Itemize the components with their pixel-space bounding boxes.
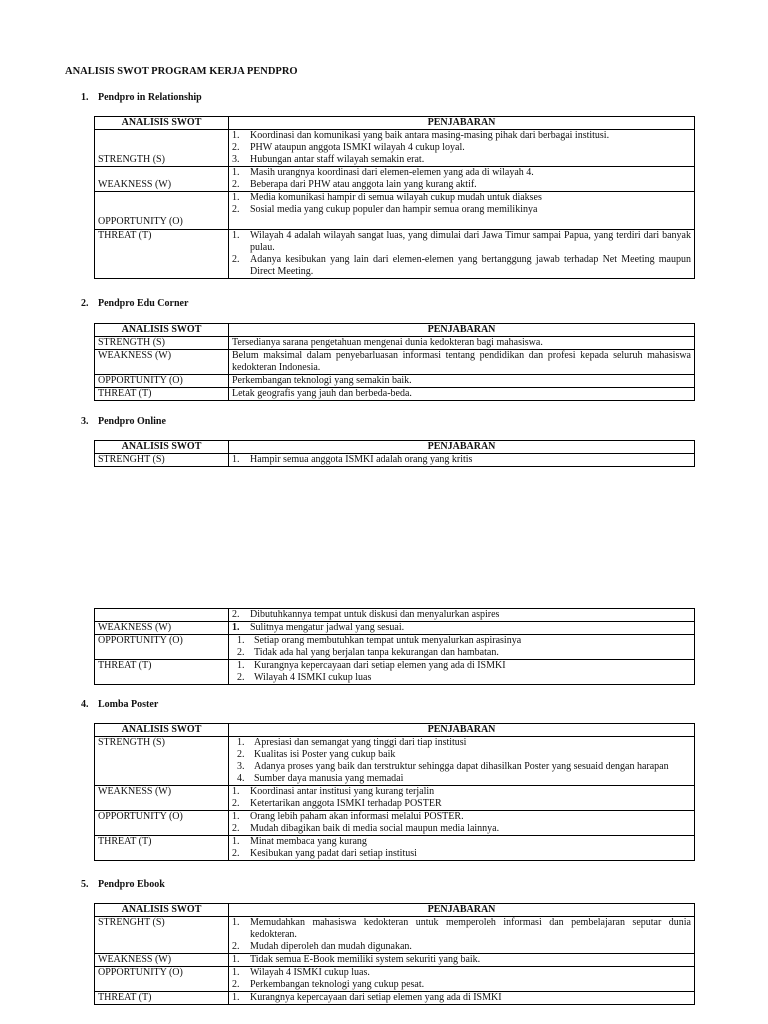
header-penjabaran: PENJABARAN: [229, 117, 695, 130]
table-row: [95, 130, 695, 167]
table-row: [95, 811, 695, 836]
table-header-row: [95, 117, 695, 130]
list-item: 1. Koordinasi dan komunikasi yang baik antara masing-masing pihak dari berbagai institusi.: [232, 130, 691, 142]
row-label: [95, 609, 229, 622]
item-list: [232, 811, 691, 835]
row-label: OPPORTUNITY (O): [95, 192, 229, 230]
list-item: 2. Kualitas isi Poster yang cukup baik: [232, 749, 691, 761]
list-item: 1. Tidak semua E-Book memiliki system sekuriti yang baik.: [232, 954, 691, 966]
row-content: [229, 230, 695, 279]
row-content: [229, 917, 695, 954]
row-label: THREAT (T): [95, 992, 229, 1005]
table-row: [95, 967, 695, 992]
row-label: WEAKNESS (W): [95, 167, 229, 192]
table-row: [95, 609, 695, 622]
table-header-row: [95, 904, 695, 917]
item-list: [232, 130, 691, 166]
row-label: WEAKNESS (W): [95, 350, 229, 375]
document-title: ANALISIS SWOT PROGRAM KERJA PENDPRO: [65, 66, 298, 77]
list-item: 1. Hampir semua anggota ISMKI adalah orang yang kritis: [232, 454, 691, 466]
section-number: 3.: [81, 416, 89, 427]
swot-table-4: [94, 723, 695, 861]
row-content: [229, 836, 695, 861]
table-row: [95, 786, 695, 811]
item-list: [232, 609, 691, 621]
header-penjabaran: PENJABARAN: [229, 324, 695, 337]
row-content: Belum maksimal dalam penyebarluasan informasi tentang pendidikan dan profesi kepada seluruh mahasiswa kedokteran Indonesia.: [229, 350, 695, 375]
table-header-row: [95, 724, 695, 737]
section-4-title: [81, 699, 158, 710]
list-item: 3. Hubungan antar staff wilayah semakin erat.: [232, 154, 691, 166]
row-content: [229, 660, 695, 685]
list-item: 1. Kurangnya kepercayaan dari setiap elemen yang ada di ISMKI: [232, 660, 691, 672]
item-list: [232, 167, 691, 191]
row-content: [229, 454, 695, 467]
row-label: STRENGTH (S): [95, 130, 229, 167]
section-2-title: [81, 298, 188, 309]
table-row: [95, 622, 695, 635]
table-row: [95, 350, 695, 375]
row-content: [229, 737, 695, 786]
list-item: 1. Masih urangnya koordinasi dari elemen-elemen yang ada di wilayah 4.: [232, 167, 691, 179]
row-content: [229, 622, 695, 635]
table-header-row: [95, 324, 695, 337]
header-penjabaran: PENJABARAN: [229, 724, 695, 737]
section-number: 2.: [81, 298, 89, 309]
row-content: Perkembangan teknologi yang semakin baik.: [229, 375, 695, 388]
row-label: THREAT (T): [95, 230, 229, 279]
item-list: [232, 836, 691, 860]
swot-table-1: [94, 116, 695, 279]
list-item: 2. PHW ataupun anggota ISMKI wilayah 4 cukup loyal.: [232, 142, 691, 154]
item-list: [232, 786, 691, 810]
item-list: [232, 192, 691, 216]
row-label: THREAT (T): [95, 660, 229, 685]
swot-table-2: [94, 323, 695, 401]
row-content: [229, 609, 695, 622]
header-analisis: ANALISIS SWOT: [95, 724, 229, 737]
row-label: STRENGTH (S): [95, 337, 229, 350]
table-row: [95, 337, 695, 350]
section-heading: Pendpro in Relationship: [98, 92, 202, 103]
list-item: 2. Mudah dibagikan baik di media social maupun media lainnya.: [232, 823, 691, 835]
table-row: [95, 167, 695, 192]
item-list: [232, 230, 691, 278]
list-item: 1. Sulitnya mengatur jadwal yang sesuai.: [232, 622, 691, 634]
row-content: [229, 811, 695, 836]
section-heading: Lomba Poster: [98, 699, 159, 710]
row-label: THREAT (T): [95, 388, 229, 401]
list-item: 1. Setiap orang membutuhkan tempat untuk menyalurkan aspirasinya: [232, 635, 691, 647]
item-list: [232, 954, 691, 966]
list-item: 2. Tidak ada hal yang berjalan tanpa kekurangan dan hambatan.: [232, 647, 691, 659]
item-list: [232, 992, 691, 1004]
item-list: [232, 737, 691, 785]
row-content: [229, 192, 695, 230]
table-row: [95, 660, 695, 685]
section-number: 4.: [81, 699, 89, 710]
list-item: 1. Minat membaca yang kurang: [232, 836, 691, 848]
header-analisis: ANALISIS SWOT: [95, 117, 229, 130]
section-3-title: [81, 416, 166, 427]
section-heading: Pendpro Edu Corner: [98, 298, 189, 309]
section-1-title: [81, 92, 202, 103]
row-label: THREAT (T): [95, 836, 229, 861]
item-list: [232, 454, 691, 466]
list-item: 1. Orang lebih paham akan informasi melalui POSTER.: [232, 811, 691, 823]
row-label: STRENGHT (S): [95, 454, 229, 467]
list-item: 2. Mudah diperoleh dan mudah digunakan.: [232, 941, 691, 953]
table-row: [95, 230, 695, 279]
list-item: 2. Perkembangan teknologi yang cukup pesat.: [232, 979, 691, 991]
list-item: 1. Apresiasi dan semangat yang tinggi dari tiap institusi: [232, 737, 691, 749]
row-content: [229, 635, 695, 660]
table-row: [95, 635, 695, 660]
row-label: OPPORTUNITY (O): [95, 375, 229, 388]
header-analisis: ANALISIS SWOT: [95, 324, 229, 337]
row-label: OPPORTUNITY (O): [95, 811, 229, 836]
row-content: [229, 954, 695, 967]
list-item: 2. Kesibukan yang padat dari setiap institusi: [232, 848, 691, 860]
list-item: 2. Adanya kesibukan yang lain dari elemen-elemen yang bertanggung jawab terhadap Net Meeting maupun Direct Meeting.: [232, 254, 691, 278]
item-list: [232, 917, 691, 953]
swot-table-5: [94, 903, 695, 1005]
row-content: Letak geografis yang jauh dan berbeda-beda.: [229, 388, 695, 401]
row-content: [229, 130, 695, 167]
table-row: [95, 388, 695, 401]
section-5-title: [81, 879, 165, 890]
row-content: [229, 786, 695, 811]
row-label: WEAKNESS (W): [95, 786, 229, 811]
item-list: [232, 660, 691, 684]
row-label: STRENGHT (S): [95, 917, 229, 954]
table-header-row: [95, 441, 695, 454]
row-label: OPPORTUNITY (O): [95, 967, 229, 992]
row-label: WEAKNESS (W): [95, 622, 229, 635]
list-item: 1. Wilayah 4 adalah wilayah sangat luas, yang dimulai dari Jawa Timur sampai Papua, yang terdiri dari banyak pulau.: [232, 230, 691, 254]
row-content: Tersedianya sarana pengetahuan mengenai dunia kedokteran bagi mahasiswa.: [229, 337, 695, 350]
item-list: [232, 967, 691, 991]
list-item: 2. Dibutuhkannya tempat untuk diskusi dan menyalurkan aspires: [232, 609, 691, 621]
section-number: 1.: [81, 92, 89, 103]
swot-table-3-bottom: [94, 608, 695, 685]
table-row: [95, 917, 695, 954]
list-item: 2. Wilayah 4 ISMKI cukup luas: [232, 672, 691, 684]
header-analisis: ANALISIS SWOT: [95, 441, 229, 454]
row-content: [229, 992, 695, 1005]
list-item: 1. Memudahkan mahasiswa kedokteran untuk memperoleh informasi dan pembelajaran seputar dunia kedokteran.: [232, 917, 691, 941]
table-row: [95, 375, 695, 388]
list-item: 2. Beberapa dari PHW atau anggota lain yang kurang aktif.: [232, 179, 691, 191]
table-row: [95, 192, 695, 230]
section-heading: Pendpro Online: [98, 416, 166, 427]
table-row: [95, 454, 695, 467]
list-item: 2. Ketertarikan anggota ISMKI terhadap POSTER: [232, 798, 691, 810]
swot-table-3-top: [94, 440, 695, 467]
list-item: 4. Sumber daya manusia yang memadai: [232, 773, 691, 785]
table-row: [95, 737, 695, 786]
table-row: [95, 836, 695, 861]
table-row: [95, 992, 695, 1005]
section-number: 5.: [81, 879, 89, 890]
row-content: [229, 967, 695, 992]
row-label: STRENGTH (S): [95, 737, 229, 786]
list-item: 1. Kurangnya kepercayaan dari setiap elemen yang ada di ISMKI: [232, 992, 691, 1004]
table-row: [95, 954, 695, 967]
item-list: [232, 635, 691, 659]
section-heading: Pendpro Ebook: [98, 879, 165, 890]
list-item: 1. Media komunikasi hampir di semua wilayah cukup mudah untuk diakses: [232, 192, 691, 204]
row-label: WEAKNESS (W): [95, 954, 229, 967]
header-penjabaran: PENJABARAN: [229, 904, 695, 917]
header-penjabaran: PENJABARAN: [229, 441, 695, 454]
list-item: 1. Wilayah 4 ISMKI cukup luas.: [232, 967, 691, 979]
list-item: 3. Adanya proses yang baik dan terstruktur sehingga dapat dihasilkan Poster yang sesuaid dengan harapan: [232, 761, 691, 773]
item-list: [232, 622, 691, 634]
row-label: OPPORTUNITY (O): [95, 635, 229, 660]
list-item: 2. Sosial media yang cukup populer dan hampir semua orang memilikinya: [232, 204, 691, 216]
list-item: 1. Koordinasi antar institusi yang kurang terjalin: [232, 786, 691, 798]
header-analisis: ANALISIS SWOT: [95, 904, 229, 917]
row-content: [229, 167, 695, 192]
